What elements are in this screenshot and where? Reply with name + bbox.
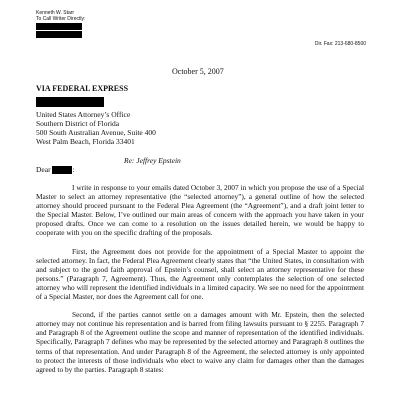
salutation: Dear <box>36 165 51 174</box>
writer-name: Kenneth W. Starr <box>36 10 75 16</box>
letterhead-block <box>36 10 85 38</box>
letter-body <box>36 183 364 383</box>
direct-fax: Dir. Fax: 213-680-8500 <box>314 41 366 47</box>
address-line: 500 South Australian Avenue, Suite 400 <box>36 128 156 137</box>
re-line: Re: Jeffrey Epstein <box>124 156 181 165</box>
body-paragraph: Second, if the parties cannot settle on a damages amount with Mr. Epstein, then the selected attorney may not continue his representation and is barred from filing lawsuits pursuant to § 2255. Paragraph 7 and Paragraph 8 of the Agreement outline the scope and manner of representation of the identified individuals. Specifically, Paragraph 7 defines who may be represented by the selected attorney and Paragraph 8 outlines the terms of that representation. And under Paragraph 8 of the Agreement, the selected attorney is only appointed to protect the interests of those individuals who elect to waive any claim for damages other than the damages agreed to by the parties. Paragraph 8 states: <box>36 310 364 374</box>
salutation-line: Dear : <box>36 165 75 174</box>
letter-date: October 5, 2007 <box>172 67 224 76</box>
address-line: Southern District of Florida <box>36 119 120 128</box>
redacted-phone <box>36 23 82 30</box>
body-paragraph: I write in response to your emails dated October 3, 2007 in which you propose the use of a Special Master to select an attorney representative (the “selected attorney”), a general outline of how the selected attorney should proceed pursuant to the Federal Plea Agreement (the “Agreement”), and a draft joint letter to the Special Master. Below, I’ve outlined our main areas of concern with the approach you have taken in your proposed drafts. Once we can come to a resolution on the issues detailed herein, we would be happy to cooperate with you on the specific drafting of the proposals. <box>36 183 364 238</box>
redacted-recipient-name <box>36 97 104 107</box>
redacted-email <box>36 31 82 38</box>
recipient-address <box>36 110 156 146</box>
delivery-method: VIA FEDERAL EXPRESS <box>36 84 129 93</box>
call-writer-label: To Call Writer Directly: <box>36 16 86 22</box>
body-paragraph: First, the Agreement does not provide for the appointment of a Special Master to appoint the selected attorney. In fact, the Federal Plea Agreement clearly states that “the United States, in consultation with and subject to the good faith approval of Epstein’s counsel, shall select an attorney representative for these persons.” (Paragraph 7, Agreement). Thus, the Agreement only contemplates the selection of one selected attorney who will represent the identified individuals in a limited capacity. We see no need for the appointment of a Special Master, nor does the Agreement call for one. <box>36 246 364 302</box>
address-line: United States Attorney’s Office <box>36 110 131 119</box>
redacted-salutation-name <box>52 166 72 174</box>
address-line: West Palm Beach, Florida 33401 <box>36 137 135 146</box>
